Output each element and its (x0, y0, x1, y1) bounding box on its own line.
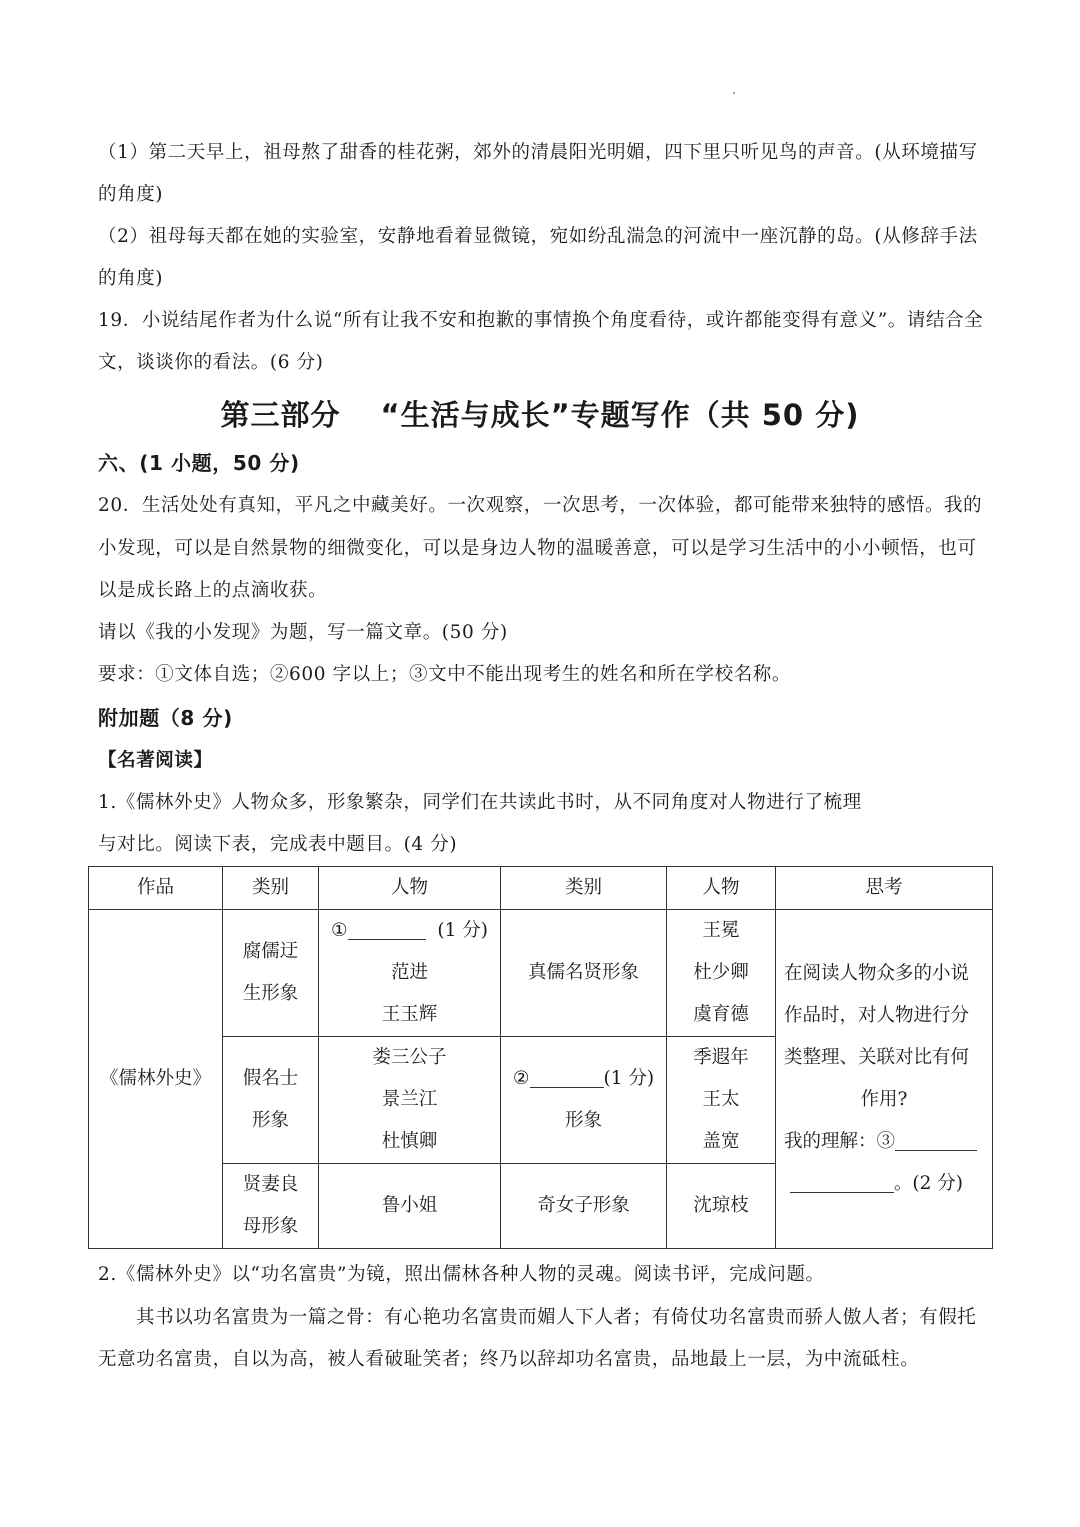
category-text: 贤妻良 (242, 1174, 299, 1195)
blank-3-field[interactable] (895, 1128, 977, 1151)
think-text: 类整理、关联对比有何 (784, 1047, 970, 1068)
blank-1-label: ① (331, 920, 348, 941)
table-header: 类别 (501, 867, 667, 910)
work-cell: 《儒林外史》 (89, 910, 223, 1249)
bonus-q1-line1: 1.《儒林外史》人物众多，形象繁杂，同学们在共读此书时，从不同角度对人物进行了梳理 (98, 792, 862, 813)
person-name: 杜少卿 (693, 962, 749, 983)
category-cell (223, 1164, 319, 1249)
q18-item2-line2: 的角度) (98, 268, 164, 289)
person-name: 王玉辉 (381, 1004, 438, 1025)
people-cell (667, 1037, 776, 1164)
blank-3-field-cont[interactable] (790, 1170, 894, 1193)
thinking-cell (776, 910, 993, 1249)
think-text: 作品时，对人物进行分 (784, 1005, 970, 1026)
person-name: 娄三公子 (372, 1047, 447, 1068)
q2-line1: 2.《儒林外史》以“功名富贵”为镜，照出儒林各种人物的灵魂。阅读书评，完成问题。 (98, 1264, 825, 1285)
bonus-heading: 附加题（8 分) (98, 706, 233, 730)
q20-line2: 小发现，可以是自然景物的细微变化，可以是身边人物的温暖善意，可以是学习生活中的小小顿悟，也可 (98, 538, 977, 559)
bonus-subheading: 【名著阅读】 (98, 750, 213, 771)
category-text: 形象 (251, 1110, 289, 1131)
section6-heading: 六、(1 小题，50 分) (98, 451, 300, 475)
q18-item2-line1: （2）祖母每天都在她的实验室，安静地看着显微镜，宛如纷乱湍急的河流中一座沉静的岛。(从修辞手法 (98, 226, 978, 247)
blank-1-score: (1 分) (437, 920, 488, 941)
category-cell (223, 1037, 319, 1164)
q20-requirements: 要求：①文体自选；②600 字以上；③文中不能出现考生的姓名和所在学校名称。 (98, 664, 791, 685)
blank-2-score: (1 分) (603, 1068, 655, 1089)
category-cell (223, 910, 319, 1037)
q2-quote-line2: 无意功名富贵，自以为高，被人看破耻笑者；终乃以辞却功名富贵，品地最上一层，为中流砥柱。 (98, 1349, 920, 1370)
q20-line3: 以是成长路上的点滴收获。 (98, 580, 328, 601)
blank-1-field[interactable] (348, 917, 426, 940)
table-header: 类别 (223, 867, 319, 910)
category-cell: 真儒名贤形象 (501, 910, 667, 1037)
person-name: 盖宽 (702, 1131, 740, 1152)
blank-3-score: 。(2 分) (893, 1173, 963, 1194)
person-name: 季遐年 (693, 1047, 749, 1068)
part3-title-a: 第三部分 (220, 398, 341, 432)
table-header: 人物 (667, 867, 776, 910)
category-cell: 奇女子形象 (501, 1164, 667, 1249)
people-cell: 鲁小姐 (319, 1164, 501, 1249)
scan-dot (733, 92, 735, 94)
think-text: 我的理解：③ (784, 1131, 896, 1152)
part3-title (0, 393, 1080, 434)
blank-3-line (784, 1121, 984, 1163)
blank-2-line (501, 1058, 666, 1100)
q18-item1-line1: （1）第二天早上，祖母熬了甜香的桂花粥，郊外的清晨阳光明媚，四下里只听见鸟的声音。(从环境描写 (98, 142, 978, 163)
category-text: 腐儒迂 (242, 941, 299, 962)
category-text: 母形象 (242, 1216, 299, 1237)
characters-table (88, 866, 993, 1249)
q19-line1: 19．小说结尾作者为什么说“所有让我不安和抱歉的事情换个角度看待，或许都能变得有意义”。请结合全 (98, 310, 984, 331)
table-row (89, 910, 993, 1037)
person-name: 王冕 (702, 920, 740, 941)
think-text: 作用? (860, 1089, 908, 1110)
bonus-q1-line2: 与对比。阅读下表，完成表中题目。(4 分) (98, 834, 458, 855)
blank-1-line (319, 910, 500, 952)
q19-line2: 文，谈谈你的看法。(6 分) (98, 352, 324, 373)
category-text: 形象 (564, 1110, 602, 1131)
category-cell (501, 1037, 667, 1164)
q20-prompt: 请以《我的小发现》为题，写一篇文章。(50 分) (98, 622, 508, 643)
blank-2-label: ② (512, 1068, 530, 1089)
people-cell (667, 910, 776, 1037)
people-cell: 沈琼枝 (667, 1164, 776, 1249)
category-text: 生形象 (242, 983, 299, 1004)
q18-item1-line2: 的角度) (98, 184, 164, 205)
table-header: 作品 (89, 867, 223, 910)
table-header: 思考 (776, 867, 993, 910)
think-text: 在阅读人物众多的小说 (784, 963, 970, 984)
people-cell (319, 1037, 501, 1164)
person-name: 虞育德 (693, 1004, 749, 1025)
blank-2-field[interactable] (530, 1065, 604, 1088)
part3-title-b: “生活与成长”专题写作（共 50 分) (380, 398, 860, 432)
category-text: 假名士 (242, 1068, 299, 1089)
person-name: 杜慎卿 (381, 1131, 438, 1152)
table-header-row (89, 867, 993, 910)
person-name: 景兰江 (381, 1089, 438, 1110)
q20-line1: 20．生活处处有真知，平凡之中藏美好。一次观察，一次思考，一次体验，都可能带来独特的感悟。我的 (98, 495, 983, 516)
q2-quote-line1: 其书以功名富贵为一篇之骨：有心艳功名富贵而媚人下人者；有倚仗功名富贵而骄人傲人者；有假托 (136, 1307, 977, 1328)
person-name: 范进 (390, 962, 428, 983)
blank-3-line2 (784, 1163, 984, 1205)
table-header: 人物 (319, 867, 501, 910)
person-name: 王太 (702, 1089, 740, 1110)
people-cell (319, 910, 501, 1037)
